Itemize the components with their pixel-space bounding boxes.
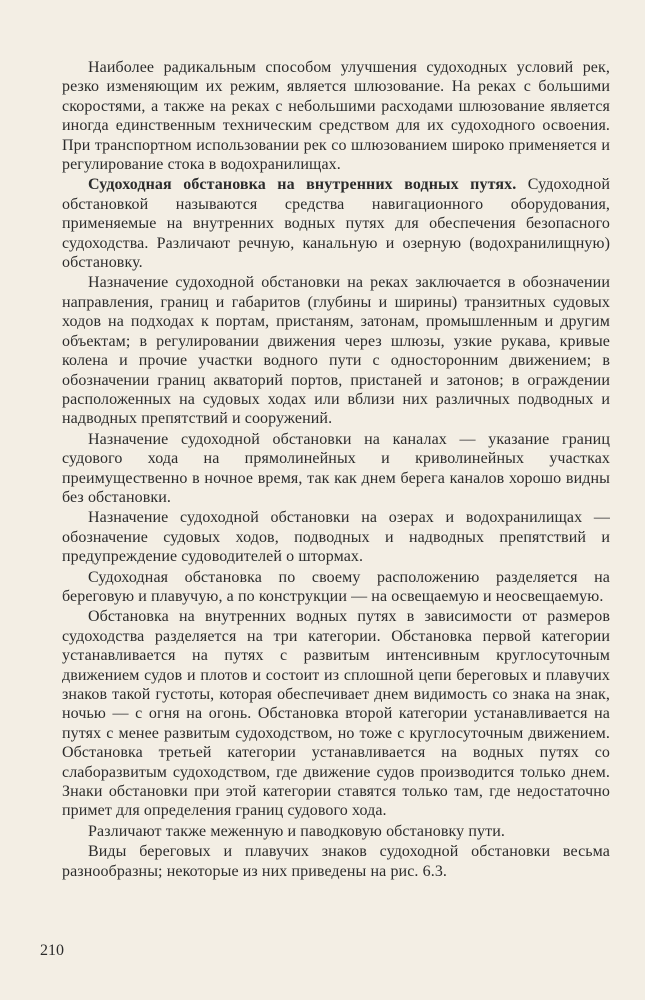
paragraph-text: Виды береговых и плавучих знаков судоходной обстановки весьма разнообразны; некоторые из них приведены на рис. 6.3. [62,843,610,880]
paragraph-text: Назначение судоходной обстановки на каналах — указание границ судового хода на прямолинейных и криволинейных участках преимущественно в ночное время, так как днем берега каналов хорошо видны без обстановки. [62,430,610,506]
paragraph-rivers [62,273,610,428]
paragraph-text: Различают также меженную и паводковую обстановку пути. [88,822,505,840]
page-number: 210 [40,942,64,959]
paragraph-categories [62,607,610,820]
paragraph-canals [62,430,610,508]
paragraph-location-types [62,568,610,607]
body-text [62,58,610,882]
paragraph-seasonal-types [62,822,610,841]
paragraph-text: Наиболее радикальным способом улучшения судоходных условий рек, резко изменяющим их режим, является шлюзование. На реках с большими скоростями, а также на реках с небольшими расходами шлюзование является иногда единственным техническим средством для их судоходного освоения. При транспортном использовании рек со шлюзованием широко применяется и регулирование стока в водохранилищах. [62,59,610,174]
paragraph-text: Назначение судоходной обстановки на реках заключается в обозначении направления, границ и габаритов (глубины и ширины) транзитных судовых ходов на подходах к портам, пристаням, затонам, промышленным и другим объектам; в регулировании движения через шлюзы, узкие рукава, кривые колена и прочие участки водного пути с односторонним движением; в обозначении границ акваторий портов, пристаней и затонов; в ограждении расположенных на судовых ходах или вблизи них различных подводных и надводных препятствий и сооружений. [62,274,610,428]
paragraph-text: Судоходной обстановкой называются средства навигационного оборудования, применяемые на внутренних водных путях для обеспечения безопасного судоходства. Различают речную, канальную и озерную (водохранилищную) обстановку. [62,176,610,272]
paragraph-navigation-aids [62,175,610,272]
paragraph-text: Назначение судоходной обстановки на озерах и водохранилищах — обозначение судовых ходов, подводных и надводных препятствий и предупреждение судоводителей о штормах. [62,509,610,566]
paragraph-text: Судоходная обстановка по своему расположению разделяется на береговую и плавучую, а по конструкции — на освещаемую и неосвещаемую. [62,568,610,605]
paragraph-sign-types [62,842,610,881]
section-heading: Судоходная обстановка на внутренних водных путях. [88,176,517,194]
paragraph-text: Обстановка на внутренних водных путях в зависимости от размеров судоходства разделяется на три категории. Обстановка первой категории устанавливается на путях с развитым интенсивным круглосуточным движением судов и плотов и состоит из сплошной цепи береговых и плавучих знаков такой густоты, которая обеспечивает днем видимость со знака на знак, ночью — с огня на огонь. Обстановка второй категории устанавливается на путях с менее развитым судоходством, но тоже с круглосуточным движением. Обстановка третьей категории устанавливается на водных путях со слаборазвитым судоходством, где движение судов производится только днем. Знаки обстановки при этой категории ставятся только там, где недостаточно примет для определения границ судового хода. [62,608,610,820]
paragraph-locks [62,58,610,174]
paragraph-lakes [62,508,610,566]
